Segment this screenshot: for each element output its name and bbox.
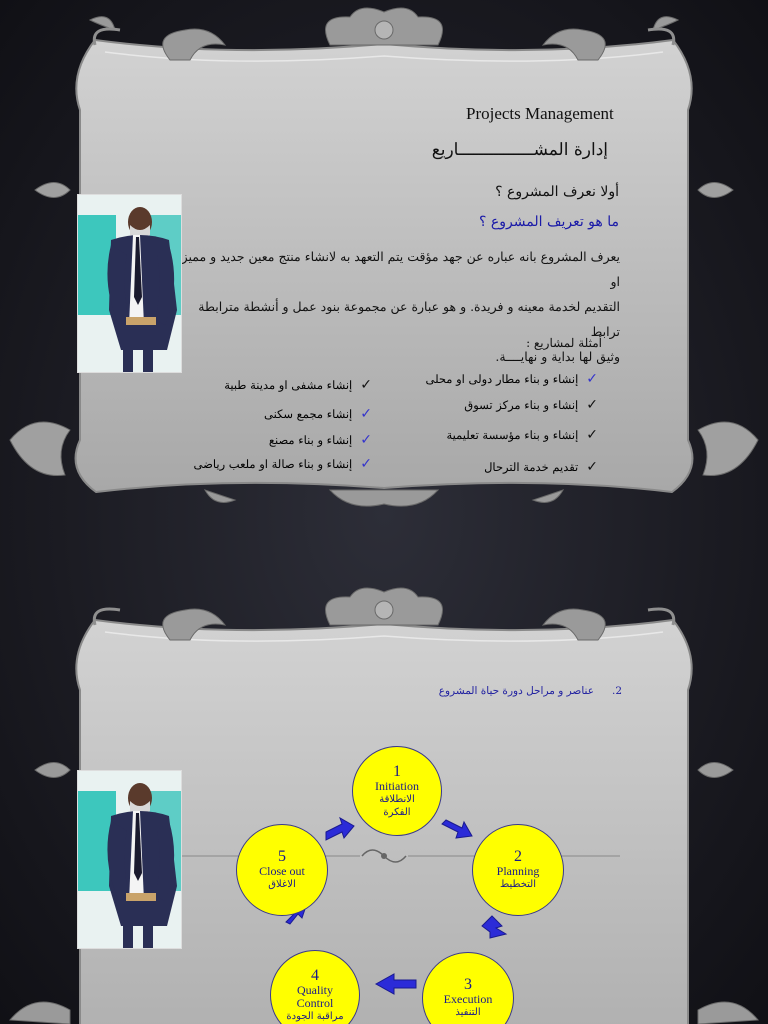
definition-line: يعرف المشروع بانه عباره عن جهد مؤقت يتم التعهد به لانشاء منتج معين جديد و مميز او [181, 249, 620, 289]
phase-name-en: Initiation [375, 778, 419, 793]
checkmark-icon: ✓ [586, 371, 598, 387]
presenter-photo [77, 194, 182, 373]
phase-number: 1 [393, 762, 401, 780]
phase-planning [472, 824, 564, 916]
checkmark-icon: ✓ [360, 432, 372, 448]
phase-name-en: Quality [297, 982, 333, 997]
list-item [172, 452, 372, 476]
examples-right-list [338, 366, 598, 482]
list-item [338, 452, 598, 482]
phase-name-en: Planning [496, 864, 540, 878]
project-definition [180, 244, 620, 369]
phase-name-en: Close out [259, 864, 305, 878]
title-english: Projects Management [466, 104, 614, 123]
item-label: إنشاء و بناء مصنع [268, 433, 353, 447]
item-label: إنشاء و بناء صالة او ملعب رياضى [193, 457, 353, 471]
checkmark-icon: ✓ [586, 459, 598, 475]
checkmark-icon: ✓ [586, 427, 598, 443]
list-item [172, 370, 372, 400]
list-item [172, 400, 372, 428]
section-heading [302, 685, 622, 697]
phase-close-out [236, 824, 328, 916]
list-item [338, 366, 598, 392]
phase-name-ar: التخطيط [499, 879, 536, 890]
checkmark-icon: ✓ [360, 377, 372, 393]
checkmark-icon: ✓ [586, 397, 598, 413]
phase-name-en-2: Control [296, 995, 334, 1010]
list-item [172, 428, 372, 452]
examples-left-list [172, 370, 372, 476]
item-label: إنشاء مجمع سكنى [263, 407, 353, 421]
question-define-project: أولا نعرف المشروع ؟ [495, 184, 619, 200]
phase-name-ar-2: الفكرة [383, 806, 411, 818]
heading-text: عناصر و مراحل دورة حياة المشروع [438, 685, 594, 697]
phase-number: 4 [311, 966, 319, 984]
heading-number: 2. [611, 685, 622, 697]
title-arabic: إدارة المشـــــــــــــــاريع [431, 140, 608, 160]
phase-name-en: Execution [443, 992, 493, 1006]
item-label: إنشاء و بناء مطار دولى او محلى [425, 372, 579, 386]
definition-line: وثيق لها بداية و نهايــــة. [495, 349, 620, 364]
list-item [338, 418, 598, 452]
phase-name-ar: الانطلاقة [379, 793, 415, 805]
item-label: إنشاء و بناء مؤسسة تعليمية [446, 428, 579, 442]
phase-number: 3 [464, 976, 472, 993]
phase-name-ar: الاغلاق [268, 879, 296, 890]
checkmark-icon: ✓ [360, 406, 372, 422]
item-label: تقديم خدمة الترحال [484, 460, 579, 474]
phase-name-ar: مراقبة الجودة [286, 1010, 344, 1022]
list-item [338, 392, 598, 418]
question-what-is-project: ما هو تعريف المشروع ؟ [479, 214, 619, 230]
examples-heading: أمثلة لمشاريع : [526, 336, 602, 350]
phase-name-ar: التنفيذ [455, 1007, 481, 1018]
definition-line: التقديم لخدمة معينه و فريدة. و هو عبارة عن مجموعة بنود عمل و أنشطة مترابطة ترابط [198, 299, 620, 339]
phase-number: 2 [514, 848, 522, 865]
item-label: إنشاء و بناء مركز تسوق [464, 398, 579, 412]
phase-initiation [352, 746, 442, 836]
slide-2 [0, 580, 768, 1024]
checkmark-icon: ✓ [360, 456, 372, 472]
item-label: إنشاء مشفى او مدينة طبية [224, 378, 353, 392]
presenter-photo [77, 770, 182, 949]
phase-number: 5 [278, 848, 286, 865]
